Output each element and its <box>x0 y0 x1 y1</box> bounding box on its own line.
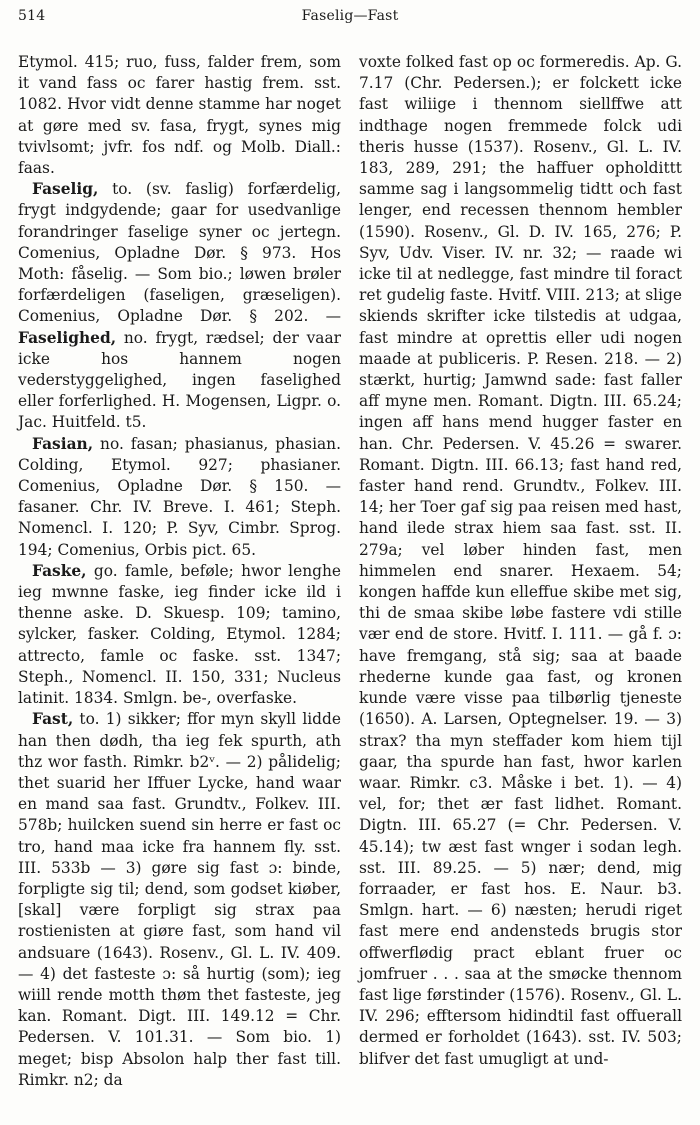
running-title: Faselig—Fast <box>301 8 399 24</box>
headword: Faske, <box>32 561 87 580</box>
entry-faselig: Faselig, to. (sv. faslig) forfærdelig, frygt indgydende; gaar for usedvanlige forandringer faselige syner oc jertegn. Comenius, Opladne Dør. § 973. Hos Moth: fåselig. — Som bio.; løwen brøler forfærdeligen (faseligen, græseligen). Comenius, Opladne Dør. § 202. — Faselighed, no. frygt, rædsel; der vaar icke hos hannem nogen vederstyggelighed, ingen faselighed eller forferlighed. H. Mogensen, Ligpr. o. Jac. Huitfeld. t5. <box>18 180 341 432</box>
headword: Fasian, <box>32 434 94 453</box>
entry-continuation: Etymol. 415; ruo, fuss, falder frem, som it vand fass oc farer hastig frem. sst. 1082. Hvor vidt denne stamme har noget at gøre med sv. fasa, frygt, synes mig tvivlsomt; jvfr. fos ndf. og Molb. Diall.: faas. <box>18 53 341 178</box>
entry-fast: Fast, to. 1) sikker; ffor myn skyll lidde han then dødh, tha ieg fek spurth, ath thz wor fasth. Rimkr. b2ᵛ. — 2) pålidelig; thet suarid her Iffuer Lycke, hand waar en mand saa fast. Grundtv., Folkev. III. 578b; huilcken suend sin herre er fast oc tro, hand maa icke fra hannem fly. sst. III. 533b — 3) gøre sig fast ɔ: binde, forpligte sig til; dend, som godset kiøber, [skal] være forpligt sig strax paa rostienisten at giøre fast, som hand vil andsuare (1643). Rosenv., Gl. L. IV. 409. — 4) det fasteste ɔ: så hurtig (som); ieg wiill rende motth thøm thet fasteste, jeg kan. Romant. Digt. III. 149.12 = Chr. Pedersen. V. 101.31. — Som bio. 1) meget; bisp Absolon halp ther fast till. Rimkr. n2; da <box>18 710 341 1089</box>
page-header <box>18 8 682 38</box>
entry-faske: Faske, go. famle, beføle; hwor lenghe ieg mwnne faske, ieg finder icke ild i thenne aske. D. Skuesp. 109; tamino, sylcker, fasker. Colding, Etymol. 1284; attrecto, famle oc faske. sst. 1347; Steph., Nomencl. II. 150, 331; Nucleus latinit. 1834. Smlgn. be-, overfaske. <box>18 561 341 708</box>
headword: Faselighed, <box>18 328 117 347</box>
right-column <box>359 52 682 1091</box>
headword: Fast, <box>32 710 74 729</box>
text-columns <box>18 52 682 1091</box>
headword: Faselig, <box>32 180 99 199</box>
entry-fast-continued: voxte folked fast op oc formeredis. Ap. G. 7.17 (Chr. Pedersen.); er folckett icke fast wiliige i thennom siellffwe att indthage nogen fremmede folck udi theris husse (1537). Rosenv., Gl. L. IV. 183, 289, 291; the haffuer opholdittt samme sag i langsommelig tidtt och fast lenger, end recessen thennom hembler (1590). Rosenv., Gl. D. IV. 165, 276; P. Syv, Udv. Viser. IV. nr. 32; — raade wi icke til at nedlegge, fast mindre til foract ret gudelig faste. Hvitf. VIII. 213; at slige skiends skrifter icke tilstedis at udgaa, fast mindre at oprettis eller udi nogen maade at publiceris. P. Resen. 218. — 2) stærkt, hurtig; Jamwnd sade: fast faller aff myne men. Romant. Digtn. III. 65.24; ingen aff hans mend hugger faster en han. Chr. Pedersen. V. 45.26 = swarer. Romant. Digtn. III. 66.13; fast hand red, faster hand rend. Grundtv., Folkev. III. 14; her Toer gaf sig paa reisen med hast, hand ilede strax hiem saa fast. sst. II. 279a; vel løber hinden fast, men himmelen end snarer. Hexaem. 54; kongen haffde kun elleffue skibe met sig, thi de smaa skibe løbe fastere vdi stille vær end de store. Hvitf. I. 111. — gå f. ɔ: have fremgang, stå sig; saa at baade rhederne kunde gaa fast, og kronen kunde være visse paa tilbørlig tjeneste (1650). A. Larsen, Optegnelser. 19. — 3) strax? tha myn steffader kom hiem tijl gaar, tha spurde han fast, hwor karlen waar. Rimkr. c3. Måske i bet. 1). — 4) vel, for; thet ær fast lidhet. Romant. Digtn. III. 65.27 (= Chr. Pedersen. V. 45.14); tw æst fast wnger i sodan legh. sst. III. 89.25. — 5) nær; dend, mig forraader, er fast hos. E. Naur. b3. Smlgn. hart. — 6) næsten; herudi riget fast mere end andensteds brugis stor offwerflødig pract eblant fruer oc jomfruer . . . saa at the smøcke thennom fast lige førstinder (1576). Rosenv., Gl. L. IV. 296; efftersom hidindtil fast offuerall dermed er forholdet (1643). sst. IV. 503; blifver det fast umugligt at und- <box>359 53 682 1068</box>
entry-fasian: Fasian, no. fasan; phasianus, phasian. Colding, Etymol. 927; phasianer. Comenius, Opladne Dør. § 150. — fasaner. Chr. IV. Breve. I. 461; Steph. Nomencl. I. 120; P. Syv, Cimbr. Sprog. 194; Comenius, Orbis pict. 65. <box>18 434 341 559</box>
page-number: 514 <box>18 8 46 24</box>
left-column <box>18 52 341 1091</box>
